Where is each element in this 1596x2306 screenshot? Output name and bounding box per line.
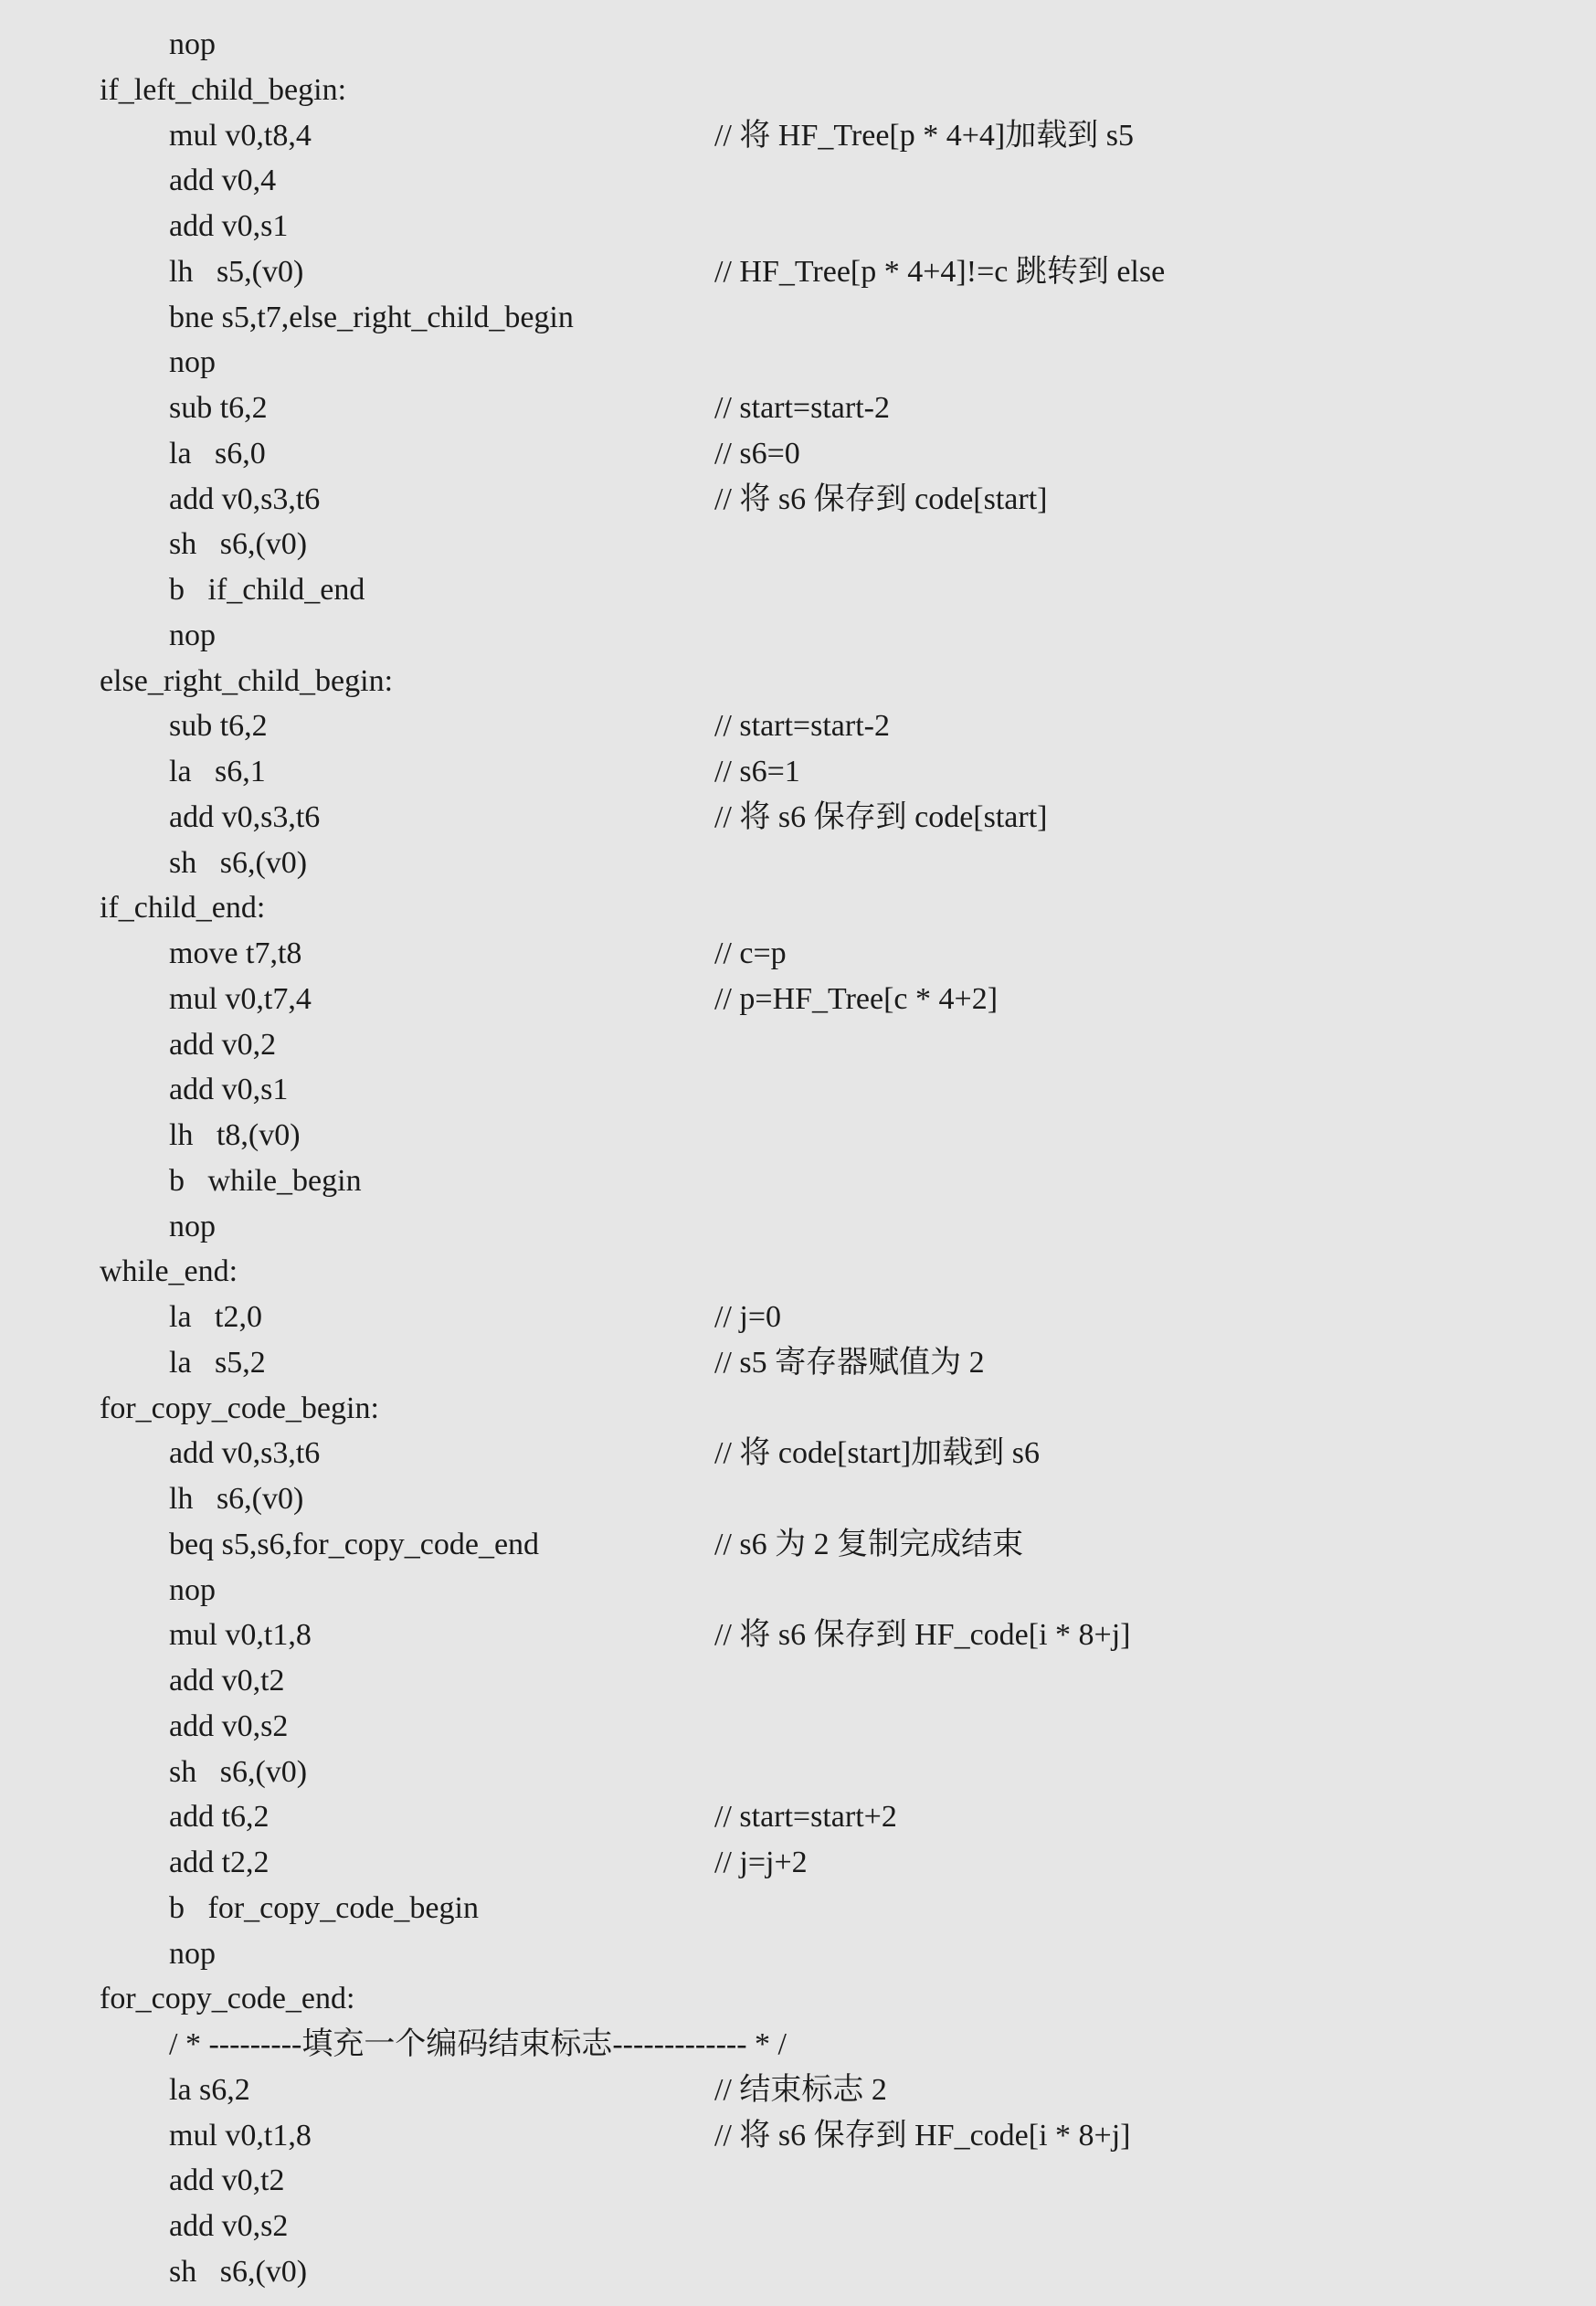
code-instruction: sh s6,(v0) — [169, 527, 308, 562]
code-line — [0, 386, 1596, 431]
code-line — [0, 2022, 1596, 2068]
code-comment: // s5 寄存器赋值为 2 — [714, 1345, 985, 1380]
code-line — [0, 1931, 1596, 1977]
code-line — [0, 295, 1596, 341]
code-instruction: add t6,2 — [169, 1800, 270, 1835]
code-instruction: la s6,2 — [169, 2072, 250, 2107]
code-comment: // s6 为 2 复制完成结束 — [714, 1527, 1024, 1561]
code-comment: // p=HF_Tree[c * 4+2] — [714, 981, 999, 1016]
code-line — [0, 477, 1596, 523]
code-instruction: add v0,t2 — [169, 1664, 285, 1698]
code-instruction: mul v0,t7,4 — [169, 981, 312, 1016]
code-comment: // start=start-2 — [714, 391, 890, 425]
code-instruction: la s6,0 — [169, 436, 266, 471]
code-line — [0, 1704, 1596, 1750]
code-line — [0, 1476, 1596, 1522]
code-label: for_copy_code_end: — [100, 1982, 355, 2016]
code-label-line — [0, 1249, 1596, 1295]
code-comment: // 将 s6 保存到 HF_code[i * 8+j] — [714, 1618, 1131, 1653]
code-line — [0, 1067, 1596, 1113]
code-instruction: nop — [169, 345, 216, 380]
code-line — [0, 977, 1596, 1022]
code-line — [0, 1658, 1596, 1704]
code-instruction: add v0,s2 — [169, 1708, 289, 1743]
code-instruction: bne s5,t7,else_right_child_begin — [169, 300, 574, 334]
code-line — [0, 1613, 1596, 1658]
code-instruction: b if_child_end — [169, 573, 365, 607]
code-line — [0, 2249, 1596, 2295]
code-line — [0, 841, 1596, 886]
code-instruction: sub t6,2 — [169, 391, 268, 425]
code-line — [0, 1295, 1596, 1340]
code-comment: // 结束标志 2 — [714, 2072, 887, 2107]
code-label: if_child_end: — [100, 891, 266, 926]
code-instruction: beq s5,s6,for_copy_code_end — [169, 1527, 540, 1561]
code-instruction: la s6,1 — [169, 755, 266, 788]
code-comment: // HF_Tree[p * 4+4]!=c 跳转到 else — [714, 254, 1166, 289]
code-comment: // 将 s6 保存到 code[start] — [714, 799, 1048, 834]
code-line — [0, 749, 1596, 795]
code-line — [0, 249, 1596, 295]
code-line — [0, 703, 1596, 749]
code-instruction: nop — [169, 27, 216, 61]
code-label: else_right_child_begin: — [100, 663, 394, 698]
code-comment: // 将 s6 保存到 HF_code[i * 8+j] — [714, 2118, 1131, 2153]
code-line — [0, 1522, 1596, 1568]
code-line — [0, 931, 1596, 977]
code-comment: // s6=1 — [714, 755, 800, 788]
code-instruction: add t2,2 — [169, 1846, 270, 1879]
code-instruction: add v0,s1 — [169, 1073, 289, 1107]
code-instruction: mul v0,t8,4 — [169, 118, 312, 153]
code-label-line — [0, 1976, 1596, 2022]
code-instruction: add v0,2 — [169, 1027, 277, 1062]
code-instruction: sub t6,2 — [169, 709, 268, 744]
code-line — [0, 340, 1596, 386]
code-instruction: lh t8,(v0) — [169, 1118, 301, 1152]
code-instruction: move t7,t8 — [169, 936, 302, 970]
code-line — [0, 1158, 1596, 1204]
code-label: for_copy_code_begin: — [100, 1391, 379, 1425]
code-label: while_end: — [100, 1254, 238, 1289]
code-instruction: add v0,s1 — [169, 209, 289, 243]
code-instruction: b while_begin — [169, 1163, 362, 1198]
code-line — [0, 2158, 1596, 2204]
code-line — [0, 1113, 1596, 1158]
code-instruction: sh s6,(v0) — [169, 2254, 308, 2289]
code-instruction: lh s5,(v0) — [169, 254, 304, 289]
code-instruction: la t2,0 — [169, 1300, 262, 1334]
code-line — [0, 113, 1596, 159]
code-instruction: add v0,s3,t6 — [169, 799, 321, 834]
code-label: if_left_child_begin: — [100, 72, 347, 107]
code-line — [0, 158, 1596, 204]
code-line — [0, 1568, 1596, 1613]
code-comment: // start=start-2 — [714, 709, 890, 744]
code-comment: // 将 HF_Tree[p * 4+4]加载到 s5 — [714, 118, 1134, 153]
code-instruction: add v0,s2 — [169, 2209, 289, 2243]
code-line — [0, 1794, 1596, 1840]
code-instruction: add v0,4 — [169, 164, 277, 198]
code-line — [0, 1840, 1596, 1886]
code-instruction: nop — [169, 1209, 216, 1243]
code-instruction: nop — [169, 1572, 216, 1607]
code-instruction: / * ---------填充一个编码结束标志------------- * / — [169, 2027, 787, 2061]
code-instruction: sh s6,(v0) — [169, 845, 308, 880]
code-instruction: la s5,2 — [169, 1345, 266, 1380]
code-line — [0, 204, 1596, 249]
code-line — [0, 795, 1596, 841]
code-comment: // c=p — [714, 936, 787, 970]
code-label-line — [0, 1386, 1596, 1432]
code-line — [0, 2113, 1596, 2159]
code-instruction: add v0,t2 — [169, 2163, 285, 2198]
code-instruction: mul v0,t1,8 — [169, 1618, 312, 1653]
code-label-line — [0, 659, 1596, 704]
code-label-line — [0, 68, 1596, 113]
code-comment: // j=j+2 — [714, 1846, 808, 1879]
code-line — [0, 1886, 1596, 1931]
code-instruction: sh s6,(v0) — [169, 1754, 308, 1789]
code-comment: // 将 code[start]加载到 s6 — [714, 1436, 1040, 1471]
code-instruction: nop — [169, 1936, 216, 1971]
code-line — [0, 567, 1596, 613]
code-comment: // 将 s6 保存到 code[start] — [714, 481, 1048, 516]
code-listing — [0, 22, 1596, 2295]
code-instruction: add v0,s3,t6 — [169, 1436, 321, 1471]
code-comment: // s6=0 — [714, 436, 800, 471]
code-instruction: add v0,s3,t6 — [169, 481, 321, 516]
code-line — [0, 1431, 1596, 1476]
code-instruction: lh s6,(v0) — [169, 1482, 304, 1516]
code-line — [0, 613, 1596, 659]
code-line — [0, 431, 1596, 477]
code-comment: // j=0 — [714, 1300, 782, 1334]
code-label-line — [0, 885, 1596, 931]
code-line — [0, 1204, 1596, 1250]
code-line — [0, 22, 1596, 68]
code-line — [0, 2204, 1596, 2249]
code-comment: // start=start+2 — [714, 1800, 897, 1835]
code-line — [0, 1022, 1596, 1068]
code-line — [0, 2068, 1596, 2113]
code-instruction: mul v0,t1,8 — [169, 2118, 312, 2153]
code-instruction: b for_copy_code_begin — [169, 1890, 479, 1925]
code-instruction: nop — [169, 618, 216, 652]
code-line — [0, 522, 1596, 567]
code-line — [0, 1750, 1596, 1795]
code-line — [0, 1340, 1596, 1386]
